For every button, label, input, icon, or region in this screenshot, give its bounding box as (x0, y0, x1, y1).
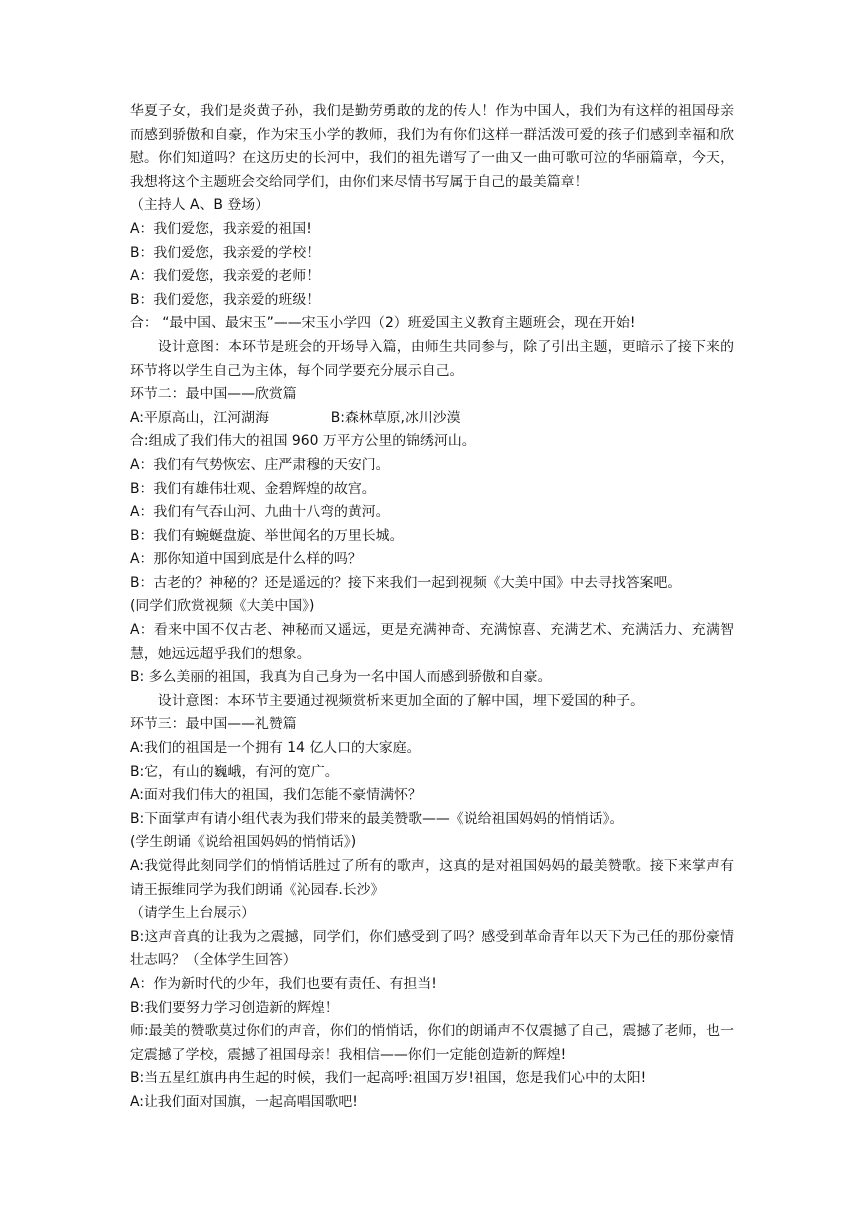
paragraph-line-a: A:我们的祖国是一个拥有 14 亿人口的大家庭。 (130, 740, 421, 757)
paragraph-line-a: A：我们有气势恢宏、庄严肃穆的天安门。 (130, 456, 390, 473)
paragraph-line-a: A:让我们面对国旗，一起高唱国歌吧! (130, 1093, 358, 1110)
paragraph-stage-note: (学生朗诵《说给祖国妈妈的悄悄话》) (130, 834, 357, 851)
paragraph-line-b: B：我们爱您，我亲爱的班级！ (130, 291, 321, 308)
paragraph-line-a: A：我们有气吞山河、九曲十八弯的黄河。 (130, 504, 390, 521)
paragraph-line-b: B: 多么美丽的祖国，我真为自己身为一名中国人而感到骄傲和自豪。 (130, 669, 552, 686)
paragraph-line-ab: A:平原高山，江河湖海 B:森林草原,冰川沙漠 (130, 409, 461, 426)
paragraph-teacher: 师:最美的赞歌莫过你们的声音，你们的悄悄话，你们的朗诵声不仅震撼了自己，震撼了老师，也一定震撼了学校，震撼了祖国母亲！我相信——你们一定能创造新的辉煌! (130, 1023, 734, 1063)
paragraph-line-a: A：我们爱您，我亲爱的老师！ (130, 268, 321, 285)
paragraph-design-intent: 设计意图：本环节主要通过视频赏析来更加全面的了解中国，埋下爱国的种子。 (157, 692, 644, 709)
paragraph-stage-note: (同学们欣赏视频《大美中国》) (130, 598, 315, 615)
paragraph-host-entrance: （主持人 A、B 登场） (130, 197, 269, 214)
paragraph-line-b: B:这声音真的让我为之震撼，同学们，你们感受到了吗？感受到革命青年以天下为己任的那份豪情壮志吗？（全体学生回答） (130, 928, 734, 969)
paragraph-joint-opening: 合： “最中国、最宋玉”——宋玉小学四（2）班爱国主义教育主题班会，现在开始! (130, 315, 636, 332)
paragraph-joint: 合:组成了我们伟大的祖国 960 万平方公里的锦绣河山。 (130, 433, 476, 450)
paragraph-line-b: B:它，有山的巍峨，有河的宽广。 (130, 763, 339, 780)
paragraph-line-b: B:我们要努力学习创造新的辉煌！ (130, 999, 339, 1016)
paragraph-line-b: B:下面掌声有请小组代表为我们带来的最美赞歌——《说给祖国妈妈的悄悄话》。 (130, 810, 624, 827)
paragraph-intro: 华夏子女，我们是炎黄子孙，我们是勤劳勇敢的龙的传人！作为中国人，我们为有这样的祖国母亲而感到骄傲和自豪，作为宋玉小学的教师，我们为有你们这样一群活泼可爱的孩子们感到幸福和欣慰。你们知道吗？在这历史的长河中，我们的祖先谱写了一曲又一曲可歌可泣的华丽篇章，今天，我想将这个主题班会交给同学们，由你们来尽情书写属于自己的最美篇章！ (130, 103, 734, 190)
section-heading-praise: 环节三：最中国——礼赞篇 (130, 716, 297, 733)
document-page (130, 100, 734, 1115)
paragraph-line-b: B：我们爱您，我亲爱的学校！ (130, 244, 321, 261)
paragraph-line-b: B：古老的？神秘的？还是遥远的？接下来我们一起到视频《大美中国》中去寻找答案吧。 (130, 574, 682, 591)
section-heading-appreciation: 环节二：最中国——欣赏篇 (130, 386, 297, 403)
paragraph-line-a: A:我觉得此刻同学们的悄悄话胜过了所有的歌声，这真的是对祖国妈妈的最美赞歌。接下来掌声有请王振维同学为我们朗诵《沁园春.长沙》 (130, 858, 734, 898)
paragraph-line-a: A：作为新时代的少年，我们也要有责任、有担当! (130, 975, 437, 992)
paragraph-stage-note: （请学生上台展示） (130, 905, 256, 922)
paragraph-line-b: B:当五星红旗冉冉生起的时候，我们一起高呼:祖国万岁!祖国，您是我们心中的太阳! (130, 1070, 647, 1087)
paragraph-line-b: B：我们有蜿蜒盘旋、举世闻名的万里长城。 (130, 527, 404, 544)
paragraph-design-intent: 设计意图：本环节是班会的开场导入篇，由师生共同参与，除了引出主题，更暗示了接下来的环节将以学生自己为主体，每个同学要充分展示自己。 (130, 338, 734, 379)
paragraph-line-a: A：看来中国不仅古老、神秘而又遥远，更是充满神奇、充满惊喜、充满艺术、充满活力、充满智慧，她远远超乎我们的想象。 (130, 622, 734, 662)
paragraph-line-a: A:面对我们伟大的祖国，我们怎能不豪情满怀？ (130, 787, 422, 804)
paragraph-line-a: A：我们爱您，我亲爱的祖国! (130, 220, 312, 237)
paragraph-line-a: A：那你知道中国到底是什么样的吗？ (130, 551, 362, 568)
paragraph-line-b: B：我们有雄伟壮观、金碧辉煌的故宫。 (130, 480, 376, 497)
